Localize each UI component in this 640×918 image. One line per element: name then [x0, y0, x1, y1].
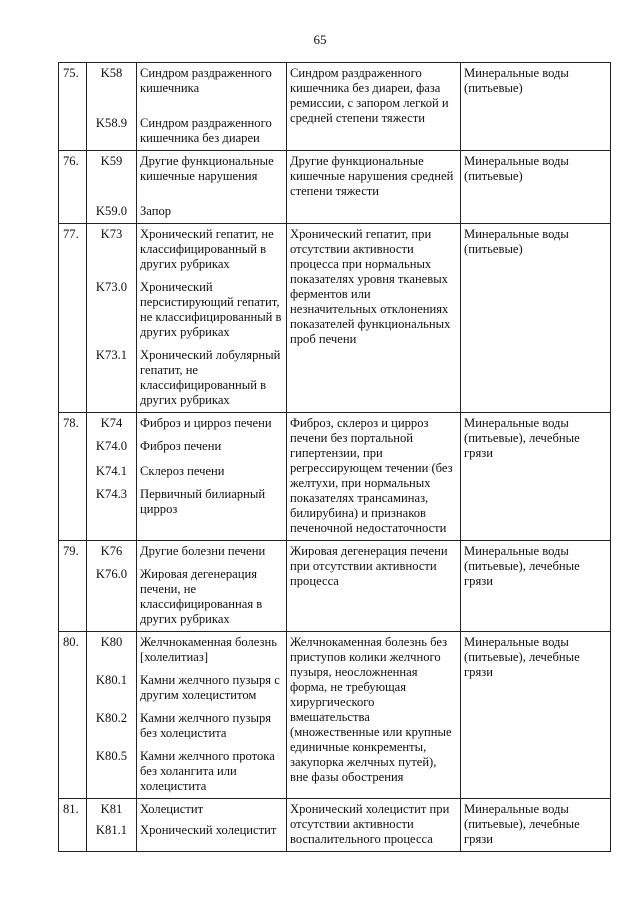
diagnosis-name-cell [137, 151, 287, 224]
icd-code: K80.5 [95, 749, 128, 763]
diagnosis-name: Желчнокаменная болезнь [холелитиаз] [140, 635, 277, 664]
diagnosis-name-cell [137, 632, 287, 799]
diagnosis-name: Хронический гепатит, не классифицированный в других рубриках [140, 227, 274, 271]
icd-code: K80.1 [95, 673, 128, 687]
condition-cell: Другие функциональные кишечные нарушения средней степени тяжести [287, 151, 461, 224]
row-number: 75. [59, 63, 87, 151]
code-cell [87, 63, 137, 151]
icd-code: K81.1 [95, 823, 128, 837]
diagnosis-name: Запор [140, 204, 172, 218]
icd-code: K58.9 [95, 116, 128, 130]
diagnosis-name: Хронический лобулярный гепатит, не классифицированный в других рубриках [140, 348, 281, 407]
diagnosis-name-cell [137, 63, 287, 151]
diagnosis-name-cell [137, 799, 287, 852]
diagnosis-name: Фиброз печени [140, 439, 222, 453]
diagnosis-name-cell [137, 413, 287, 541]
row-number: 78. [59, 413, 87, 541]
treatment-cell: Минеральные воды (питьевые), лечебные грязи [461, 413, 611, 541]
code-cell [87, 799, 137, 852]
code-cell [87, 413, 137, 541]
condition-cell: Желчнокаменная болезнь без приступов колики желчного пузыря, неосложненная форма, не требующая хирургического вмешательства (множественные или крупные единичные конкременты, закупорка желчных путей), вне фазы обострения [287, 632, 461, 799]
condition-cell: Хронический гепатит, при отсутствии активности процесса при нормальных показателях уровня тканевых ферментов или незначительных отклонениях показателей функциональных проб печени [287, 224, 461, 413]
table-row [59, 632, 611, 799]
row-number: 79. [59, 541, 87, 632]
code-cell [87, 632, 137, 799]
row-number: 81. [59, 799, 87, 852]
diagnosis-name: Камни желчного пузыря с другим холециститом [140, 673, 280, 702]
condition-cell: Синдром раздраженного кишечника без диареи, фаза ремиссии, с запором легкой и средней степени тяжести [287, 63, 461, 151]
diagnosis-name: Другие болезни печени [140, 544, 266, 558]
icd-code: K76.0 [95, 567, 128, 581]
icd-code: K80.2 [95, 711, 128, 725]
icd-code: K58 [100, 66, 123, 80]
treatment-cell: Минеральные воды (питьевые), лечебные грязи [461, 632, 611, 799]
code-cell [87, 151, 137, 224]
table-row [59, 413, 611, 541]
page-number: 65 [313, 32, 327, 47]
condition-cell: Фиброз, склероз и цирроз печени без портальной гипертензии, при регрессирующем течении (без желтухи, при нормальных показателях трансаминаз, билирубина) и признаков печеночной недостаточности [287, 413, 461, 541]
table-row [59, 151, 611, 224]
icd-code: K80 [100, 635, 123, 649]
icd-code: K73 [100, 227, 123, 241]
treatment-cell: Минеральные воды (питьевые) [461, 151, 611, 224]
diagnosis-name: Синдром раздраженного кишечника [140, 66, 272, 95]
diagnosis-table [58, 62, 611, 852]
icd-code: K73.0 [95, 280, 128, 294]
icd-code: K74.1 [95, 464, 128, 478]
icd-code: K74.0 [95, 439, 128, 453]
diagnosis-name: Синдром раздраженного кишечника без диареи [140, 116, 272, 145]
diagnosis-name: Холецистит [140, 802, 204, 816]
diagnosis-name: Хронический холецистит [140, 823, 277, 837]
diagnosis-name: Другие функциональные кишечные нарушения [140, 154, 274, 183]
diagnosis-name-cell [137, 541, 287, 632]
icd-code: K73.1 [95, 348, 128, 362]
icd-code: K74 [100, 416, 123, 430]
table-row [59, 799, 611, 852]
diagnosis-name: Склероз печени [140, 464, 225, 478]
condition-cell: Жировая дегенерация печени при отсутствии активности процесса [287, 541, 461, 632]
icd-code: K81 [100, 802, 123, 816]
diagnosis-name: Жировая дегенерация печени, не классифицированная в других рубриках [140, 567, 263, 626]
diagnosis-name: Камни желчного пузыря без холецистита [140, 711, 272, 740]
code-cell [87, 541, 137, 632]
diagnosis-name-cell [137, 224, 287, 413]
diagnosis-name: Первичный билиарный цирроз [140, 487, 266, 516]
table-row [59, 224, 611, 413]
treatment-cell: Минеральные воды (питьевые), лечебные грязи [461, 799, 611, 852]
row-number: 76. [59, 151, 87, 224]
diagnosis-name: Хронический персистирующий гепатит, не классифицированный в других рубриках [140, 280, 282, 339]
icd-code: K76 [100, 544, 123, 558]
diagnosis-name: Камни желчного протока без холангита или холецистита [140, 749, 275, 793]
code-cell [87, 224, 137, 413]
icd-code: K59.0 [95, 204, 128, 218]
treatment-cell: Минеральные воды (питьевые) [461, 63, 611, 151]
treatment-cell: Минеральные воды (питьевые) [461, 224, 611, 413]
table-row [59, 541, 611, 632]
table-row [59, 63, 611, 151]
row-number: 77. [59, 224, 87, 413]
icd-code: K74.3 [95, 487, 128, 501]
row-number: 80. [59, 632, 87, 799]
diagnosis-name: Фиброз и цирроз печени [140, 416, 272, 430]
condition-cell: Хронический холецистит при отсутствии активности воспалительного процесса [287, 799, 461, 852]
treatment-cell: Минеральные воды (питьевые), лечебные грязи [461, 541, 611, 632]
icd-code: K59 [100, 154, 123, 168]
